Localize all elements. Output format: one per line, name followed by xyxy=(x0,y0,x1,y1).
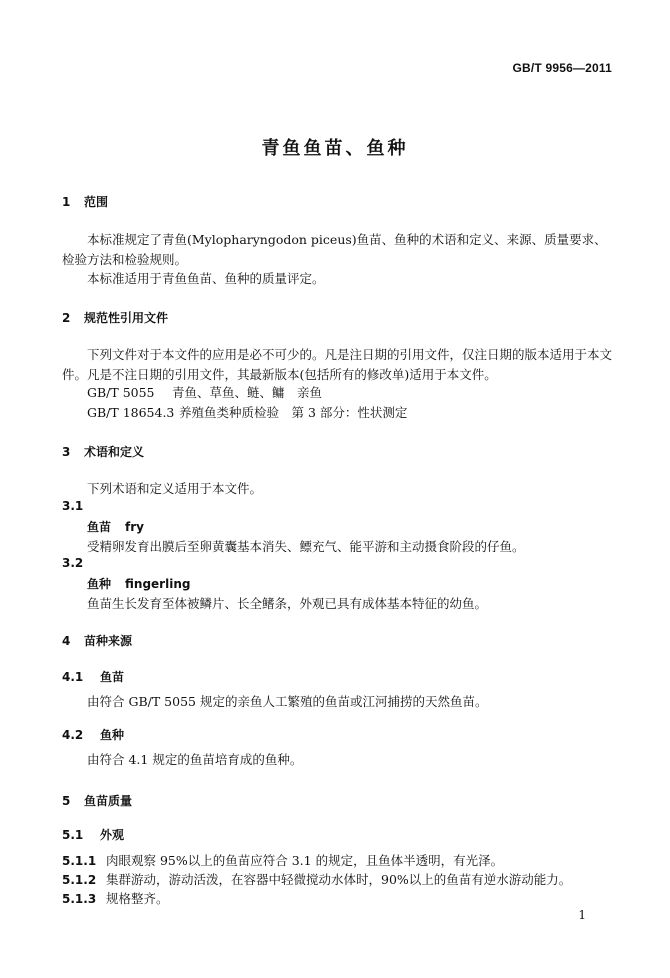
section-3-heading xyxy=(62,443,144,460)
term-zh: 鱼种 xyxy=(87,577,112,591)
reference-code: GB/T 18654.3 xyxy=(87,405,175,420)
subsection-number: 5.1 xyxy=(62,828,84,842)
subsection-title: 鱼苗 xyxy=(100,670,125,684)
term-number: 3.1 xyxy=(62,499,84,513)
standard-code: GB/T 9956—2011 xyxy=(512,61,612,75)
term-en: fingerling xyxy=(125,577,191,591)
term-en: fry xyxy=(125,520,144,534)
clause-item xyxy=(62,889,169,909)
subsection-number: 4.2 xyxy=(62,728,84,742)
reference-code: GB/T 5055 xyxy=(87,385,155,400)
clause-text: 规格整齐。 xyxy=(106,891,169,906)
subsection-4-1-text: 由符合 GB/T 5055 规定的亲鱼人工繁殖的鱼苗或江河捕捞的天然鱼苗。 xyxy=(87,694,488,709)
clause-text: 集群游动，游动活泼，在容器中轻微搅动水体时，90%以上的鱼苗有逆水游动能力。 xyxy=(106,872,572,887)
section-title: 规范性引用文件 xyxy=(84,311,169,325)
clause-item xyxy=(62,870,571,890)
section-number: 2 xyxy=(62,311,71,325)
clause-number: 5.1.2 xyxy=(62,873,97,887)
reference-item xyxy=(87,403,407,422)
section-title: 范围 xyxy=(84,195,109,209)
section-1-paragraph-1: 本标准规定了青鱼(Mylopharyngodon piceus)鱼苗、鱼种的术语和定义、来源、质量要求、检验方法和检验规则。 xyxy=(62,232,607,267)
subsection-4-2-text: 由符合 4.1 规定的鱼苗培育成的鱼种。 xyxy=(87,752,303,767)
term-entry xyxy=(87,518,144,535)
page-number: 1 xyxy=(578,908,586,922)
subsection-number: 4.1 xyxy=(62,670,84,684)
term-number: 3.2 xyxy=(62,556,84,570)
section-4-heading xyxy=(62,632,132,649)
term-zh: 鱼苗 xyxy=(87,520,112,534)
term-entry xyxy=(87,575,190,592)
clause-number: 5.1.1 xyxy=(62,854,97,868)
reference-title: 养殖鱼类种质检验 第 3 部分：性状测定 xyxy=(179,405,408,420)
section-title: 术语和定义 xyxy=(84,445,145,459)
section-number: 3 xyxy=(62,445,71,459)
term-definition: 受精卵发育出膜后至卵黄囊基本消失、鳔充气、能平游和主动摄食阶段的仔鱼。 xyxy=(87,539,525,554)
section-3-intro: 下列术语和定义适用于本文件。 xyxy=(87,481,263,496)
section-number: 1 xyxy=(62,195,71,209)
section-2-paragraph: 下列文件对于本文件的应用是必不可少的。凡是注日期的引用文件，仅注日期的版本适用于本文件。凡是不注日期的引用文件，其最新版本(包括所有的修改单)适用于本文件。 xyxy=(62,347,613,382)
subsection-title: 鱼种 xyxy=(100,728,125,742)
reference-item xyxy=(87,383,322,402)
clause-item xyxy=(62,851,503,871)
term-definition: 鱼苗生长发育至体被鳞片、长全鳍条，外观已具有成体基本特征的幼鱼。 xyxy=(87,596,488,611)
section-1-heading xyxy=(62,193,108,210)
section-number: 4 xyxy=(62,634,71,648)
subsection-4-2-heading xyxy=(62,726,124,743)
clause-text: 肉眼观察 95%以上的鱼苗应符合 3.1 的规定，且鱼体半透明，有光泽。 xyxy=(106,853,504,868)
section-number: 5 xyxy=(62,794,71,808)
document-title: 青鱼鱼苗、鱼种 xyxy=(261,138,409,159)
reference-title: 青鱼、草鱼、鲢、鳙 亲鱼 xyxy=(172,385,323,400)
subsection-4-1-heading xyxy=(62,668,124,685)
section-1-paragraph-2: 本标准适用于青鱼鱼苗、鱼种的质量评定。 xyxy=(87,271,325,286)
section-5-heading xyxy=(62,792,132,809)
section-title: 苗种来源 xyxy=(84,634,133,648)
section-title: 鱼苗质量 xyxy=(84,794,133,808)
clause-number: 5.1.3 xyxy=(62,892,97,906)
section-2-heading xyxy=(62,309,168,326)
subsection-5-1-heading xyxy=(62,826,124,843)
subsection-title: 外观 xyxy=(100,828,125,842)
